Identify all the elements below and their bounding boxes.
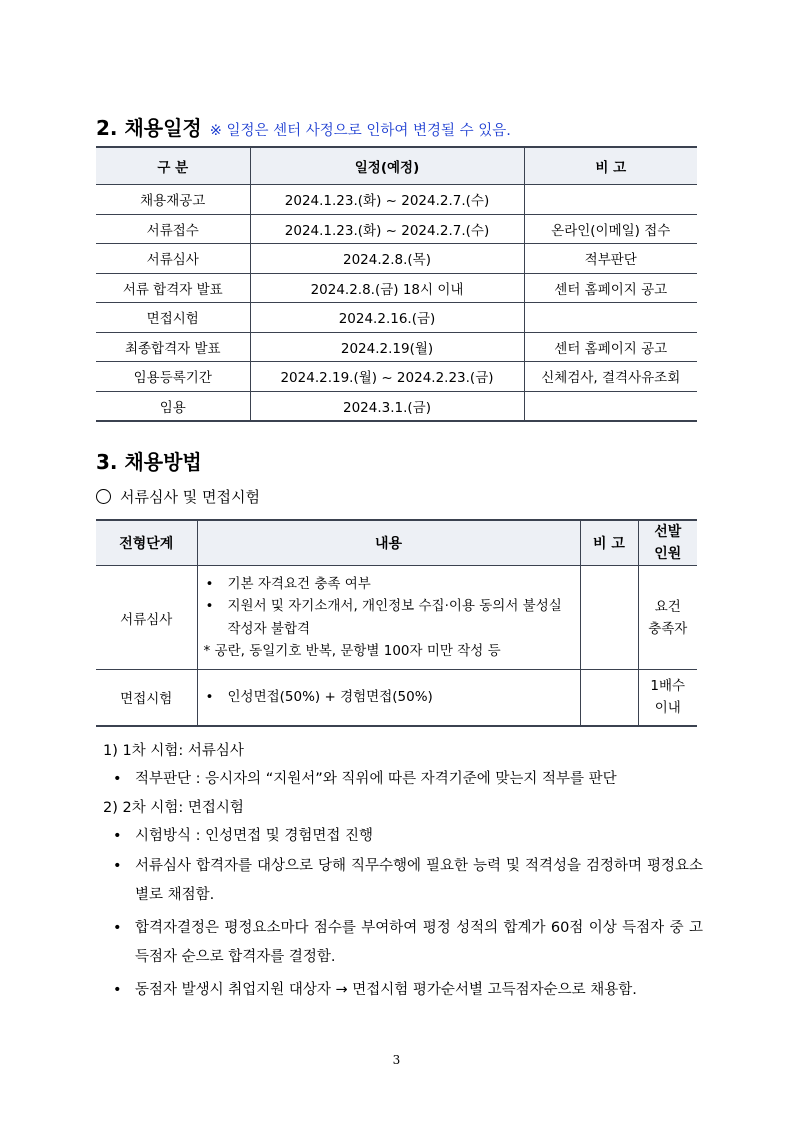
list-item: • 서류심사 합격자를 대상으로 당해 직무수행에 필요한 능력 및 적격성을 검정하며 평정요소별로 채점함. bbox=[103, 852, 703, 909]
method-cell-content bbox=[197, 670, 580, 726]
method-subtitle-text: 서류심사 및 면접시험 bbox=[120, 488, 260, 506]
schedule-cell-date: 2024.2.8.(금) 18시 이내 bbox=[250, 273, 524, 303]
bullet-dot-icon: • bbox=[205, 598, 214, 614]
schedule-cell-category: 서류심사 bbox=[96, 244, 250, 274]
schedule-cell-category: 채용재공고 bbox=[96, 185, 250, 215]
method-cell-stage: 면접시험 bbox=[96, 670, 197, 726]
list-item: • 인성면접(50%) + 경험면접(50%) bbox=[204, 686, 574, 709]
circle-bullet-icon bbox=[96, 489, 111, 504]
schedule-header-date: 일정(예정) bbox=[250, 147, 524, 185]
schedule-cell-category: 최종합격자 발표 bbox=[96, 332, 250, 362]
table-row bbox=[96, 332, 697, 362]
schedule-cell-remark bbox=[524, 185, 697, 215]
section-2-title: 2. 채용일정 bbox=[96, 116, 202, 140]
list-item: • 기본 자격요건 충족 여부 bbox=[204, 573, 574, 596]
method-cell-selection: 1배수 이내 bbox=[638, 670, 697, 726]
section-3-title: 3. 채용방법 bbox=[96, 450, 202, 474]
schedule-cell-remark: 적부판단 bbox=[524, 244, 697, 274]
page-number: 3 bbox=[392, 1053, 401, 1067]
bullet-dot-icon: • bbox=[113, 827, 122, 844]
method-header-content: 내용 bbox=[197, 520, 580, 566]
schedule-cell-date: 2024.1.23.(화) ~ 2024.2.7.(수) bbox=[250, 185, 524, 215]
section-2-heading bbox=[96, 112, 511, 141]
schedule-header-remark: 비 고 bbox=[524, 147, 697, 185]
schedule-header-row bbox=[96, 147, 697, 185]
schedule-cell-date: 2024.2.8.(목) bbox=[250, 244, 524, 274]
method-cell-remark bbox=[580, 566, 638, 670]
schedule-cell-remark: 센터 홈페이지 공고 bbox=[524, 332, 697, 362]
schedule-cell-category: 서류 합격자 발표 bbox=[96, 273, 250, 303]
bullet-dot-icon: • bbox=[113, 982, 122, 998]
method-cell-remark bbox=[580, 670, 638, 726]
schedule-cell-remark: 온라인(이메일) 접수 bbox=[524, 214, 697, 244]
table-row bbox=[96, 185, 697, 215]
schedule-cell-category: 서류접수 bbox=[96, 214, 250, 244]
table-row bbox=[96, 670, 697, 726]
schedule-change-note: ※ 일정은 센터 사정으로 인하여 변경될 수 있음. bbox=[209, 123, 511, 139]
table-row bbox=[96, 566, 697, 670]
method-header-selection: 선발 인원 bbox=[638, 520, 697, 566]
schedule-cell-remark bbox=[524, 303, 697, 333]
list-item: • 적부판단 : 응시자의 “지원서”와 직위에 따른 자격기준에 맞는지 적부를 판단 bbox=[103, 765, 703, 794]
method-table bbox=[96, 519, 697, 727]
schedule-cell-remark: 센터 홈페이지 공고 bbox=[524, 273, 697, 303]
list-item: • 합격자결정은 평정요소마다 점수를 부여하여 평정 성적의 합계가 60점 이상 득점자 중 고득점자 순으로 합격자를 결정함. bbox=[103, 914, 703, 971]
schedule-cell-category: 면접시험 bbox=[96, 303, 250, 333]
bullet-dot-icon: • bbox=[113, 771, 122, 787]
schedule-cell-date: 2024.2.19.(월) ~ 2024.2.23.(금) bbox=[250, 362, 524, 392]
method-header-stage: 전형단계 bbox=[96, 520, 197, 566]
schedule-cell-date: 2024.2.16.(금) bbox=[250, 303, 524, 333]
schedule-cell-category: 임용 bbox=[96, 391, 250, 421]
step-2-heading: 2) 2차 시험: 면접시험 bbox=[103, 799, 244, 816]
schedule-cell-date: 2024.2.19(월) bbox=[250, 332, 524, 362]
method-subtitle bbox=[96, 486, 260, 507]
table-row bbox=[96, 273, 697, 303]
table-row bbox=[96, 391, 697, 421]
schedule-cell-date: 2024.3.1.(금) bbox=[250, 391, 524, 421]
table-row bbox=[96, 244, 697, 274]
list-item: • 지원서 및 자기소개서, 개인정보 수집·이용 동의서 불성실 작성자 불합격 bbox=[204, 595, 574, 640]
schedule-cell-category: 임용등록기간 bbox=[96, 362, 250, 392]
method-cell-content bbox=[197, 566, 580, 670]
method-cell-selection: 요건 충족자 bbox=[638, 566, 697, 670]
method-header-row bbox=[96, 520, 697, 566]
schedule-cell-date: 2024.1.23.(화) ~ 2024.2.7.(수) bbox=[250, 214, 524, 244]
table-row bbox=[96, 214, 697, 244]
method-cell-stage: 서류심사 bbox=[96, 566, 197, 670]
list-item: • 시험방식 : 인성면접 및 경험면접 진행 bbox=[103, 822, 703, 851]
schedule-cell-remark bbox=[524, 391, 697, 421]
schedule-header-category: 구 분 bbox=[96, 147, 250, 185]
step-1-heading: 1) 1차 시험: 서류심사 bbox=[103, 743, 244, 759]
bullet-dot-icon: • bbox=[113, 920, 122, 936]
bullet-dot-icon: • bbox=[113, 858, 122, 874]
schedule-table bbox=[96, 146, 697, 422]
method-header-remark: 비 고 bbox=[580, 520, 638, 566]
exam-details bbox=[103, 737, 703, 1005]
schedule-cell-remark: 신체검사, 결격사유조회 bbox=[524, 362, 697, 392]
list-item: • 동점자 발생시 취업지원 대상자 → 면접시험 평가순서별 고득점자순으로 채용함. bbox=[103, 976, 703, 1005]
bullet-dot-icon: • bbox=[205, 689, 214, 705]
bullet-dot-icon: • bbox=[205, 575, 214, 592]
method-cell-note: * 공란, 동일기호 반복, 문항별 100자 미만 작성 등 bbox=[203, 643, 501, 659]
table-row bbox=[96, 362, 697, 392]
table-row bbox=[96, 303, 697, 333]
